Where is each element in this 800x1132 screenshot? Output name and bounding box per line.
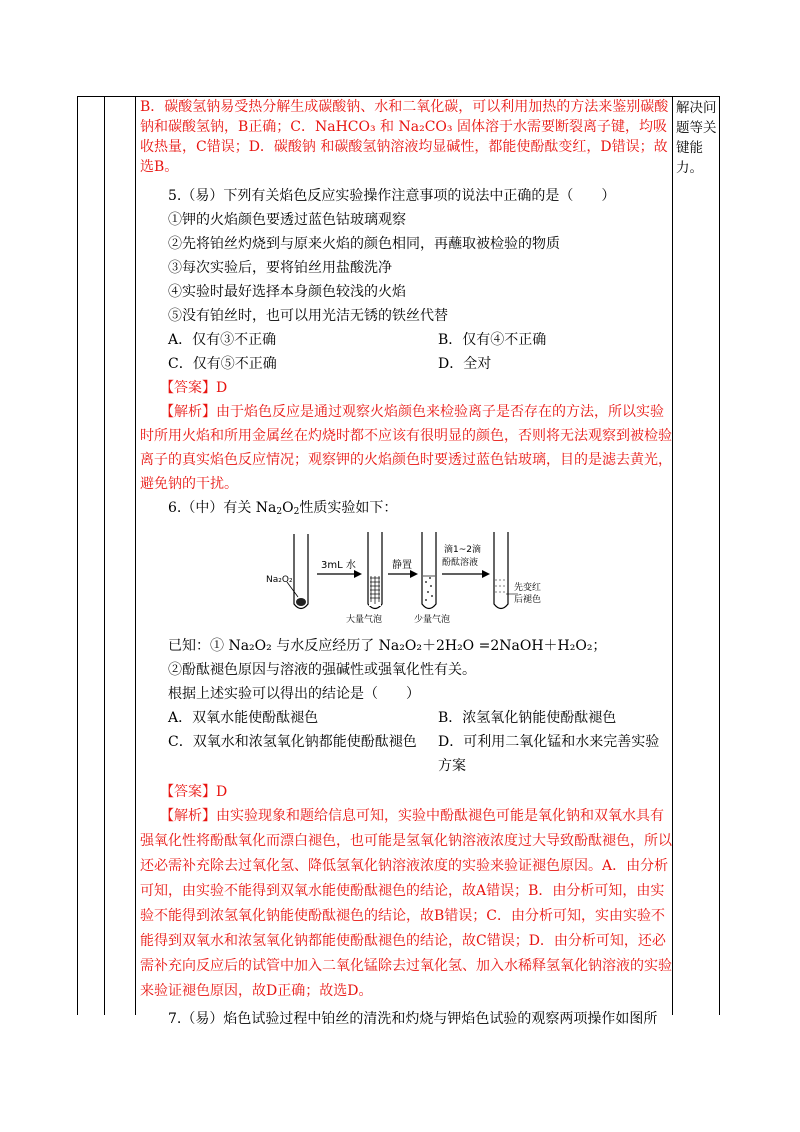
q6-stem-text: 性质实验如下： (299, 500, 398, 516)
q6-answer: 【答案】D (160, 784, 228, 800)
q6-options-row (140, 730, 672, 778)
step1-label: 3mL 水 (321, 560, 356, 571)
q6-stem-text: 6.（中）有关 Na (168, 500, 277, 516)
q6-options-row (140, 706, 672, 730)
q5-options-row (140, 352, 672, 376)
step2-label: 静置 (392, 560, 412, 571)
q6-option-c: C．双氧水和浓氢氧化钠都能使酚酞褪色 (168, 734, 417, 750)
q5-option-c: C．仅有⑤不正确 (168, 356, 277, 372)
main-content-cell (140, 96, 672, 1031)
q6-stem-sub: 2 (276, 507, 283, 517)
table-column-divider (672, 96, 673, 1015)
side-note: 解决问题等关键能力。 (676, 100, 717, 176)
q5-option-d: D．全对 (438, 356, 492, 372)
table-column-divider (104, 96, 105, 1015)
q6-option-a: A．双氧水能使酚酞褪色 (168, 710, 319, 726)
q4-explanation-tail: B．碳酸氢钠易受热分解生成碳酸钠、水和二氧化碳，可以利用加热的方法来鉴别碳酸钠和碳酸氢钠，B正确；C．NaHCO₃ 和 Na₂CO₃ 固体溶于水需要断裂离子键，均吸收热量，C错误；D．碳酸钠 和碳酸氢钠溶液均显碱性，都能使酚酞变红，D错误；故选B。 (140, 99, 669, 175)
q6-stem-sub: 2 (293, 507, 300, 517)
q5-explanation: 【解析】由于焰色反应是通过观察火焰颜色来检验离子是否存在的方法，所以实验时所用火焰和所用金属丝在灼烧时都不应该有很明显的颜色，否则将无法观察到被检验离子的真实焰色反应情况；观察钾的火焰颜色时要透过蓝色钴玻璃，目的是滤去黄光，避免钠的干扰。 (140, 404, 672, 492)
q5-option-a: A．仅有③不正确 (168, 332, 277, 348)
q7-stem: 7.（易）焰色试验过程中铂丝的清洗和灼烧与钾焰色试验的观察两项操作如图所 (168, 1011, 658, 1027)
q5-item: ⑤没有铂丝时，也可以用光洁无锈的铁丝代替 (168, 308, 448, 324)
result-label-line1: 先变红 (514, 583, 542, 593)
q6-known-2: ②酚酞褪色原因与溶液的强碱性或强氧化性有关。 (168, 662, 476, 678)
q6-explanation: 【解析】由实验现象和题给信息可知，实验中酚酞褪色可能是氧化钠和双氧水具有强氧化性将酚酞氧化而漂白褪色，也可能是氢氧化钠溶液浓度过大导致酚酞褪色，所以还必需补充除去过氧化氢、降低氢氧化钠溶液浓度的实验来验证褪色原因。A．由分析可知，由实验不能得到双氧水能使酚酞褪色的结论，故A错误；B．由分析可知，由实验不能得到浓氢氧化钠能使酚酞褪色的结论，故B错误；C．由分析可知，实由实验不能得到双氧水和浓氢氧化钠都能使酚酞褪色的结论，故C错误；D．由分析可知，还必需补充向反应后的试管中加入二氧化锰除去过氧化氢、加入水稀释氢氧化钠溶液的实验来验证褪色原因，故D正确；故选D。 (140, 808, 672, 999)
q6-stem-text: O (282, 500, 294, 516)
q5-item: ④实验时最好选择本身颜色较浅的火焰 (168, 284, 406, 300)
experiment-diagram (266, 524, 652, 625)
experiment-figure (266, 524, 652, 625)
q6-option-b: B．浓氢氧化钠能使酚酞褪色 (438, 710, 617, 726)
q6-ask: 根据上述实验可以得出的结论是（ ） (168, 686, 420, 702)
obs1-label: 大量气泡 (346, 615, 383, 625)
q5-option-b: B．仅有④不正确 (438, 332, 547, 348)
table-border-left (77, 96, 78, 1015)
table-border-right (719, 96, 720, 1015)
q5-item: ②先将铂丝灼烧到与原来火焰的颜色相同，再蘸取被检验的物质 (168, 236, 560, 252)
q6-stem (140, 496, 672, 520)
q6-option-d: D．可利用二氧化锰和水来完善实验方案 (438, 734, 660, 774)
q5-item: ③每次实验后，要将铂丝用盐酸洗净 (168, 260, 392, 276)
table-column-divider (135, 96, 136, 1015)
result-label-line2: 后褪色 (514, 595, 542, 605)
q6-known-1: 已知：① Na₂O₂ 与水反应经历了 Na₂O₂＋2H₂O =2NaOH＋H₂O₂； (168, 638, 607, 654)
q5-item: ①钾的火焰颜色要透过蓝色钴玻璃观察 (168, 212, 406, 228)
q5-answer: 【答案】D (160, 380, 228, 396)
step3-label-line2: 酚酞溶液 (442, 558, 479, 568)
obs2-label: 少量气泡 (414, 615, 451, 625)
step3-label-line1: 滴1~2滴 (444, 545, 481, 555)
reagent-label: Na₂O₂ (266, 575, 293, 585)
q5-options-row (140, 328, 672, 352)
q5-stem: 5.（易）下列有关焰色反应实验操作注意事项的说法中正确的是（ ） (168, 188, 616, 204)
